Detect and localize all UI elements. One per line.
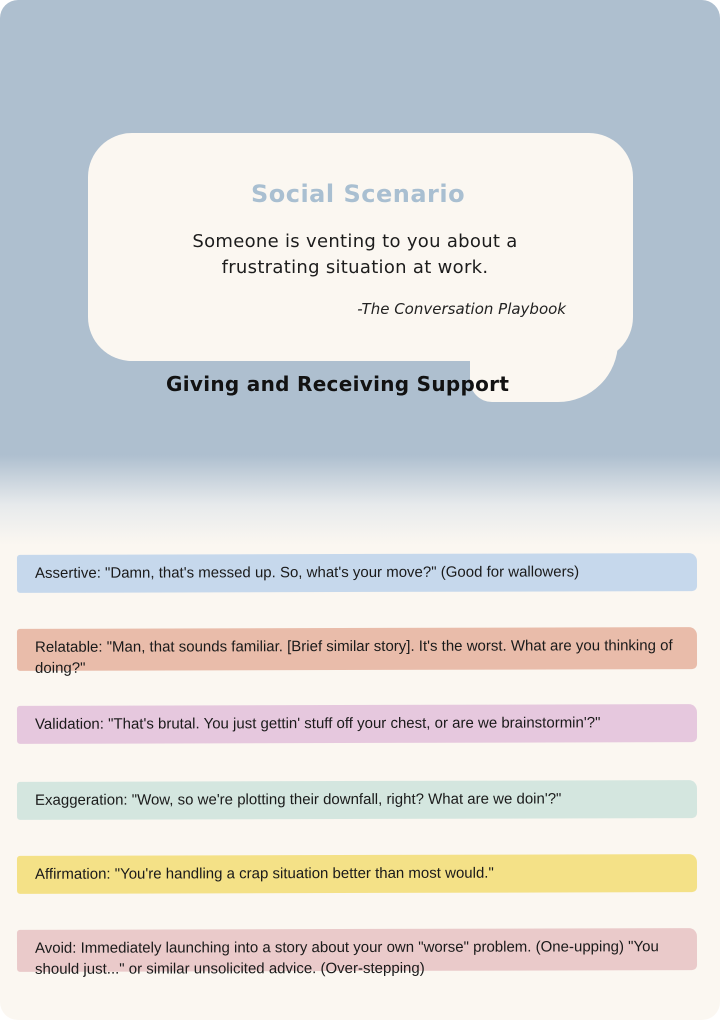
section-title: Giving and Receiving Support bbox=[166, 372, 510, 396]
scenario-text: Someone is venting to you about a frustrating situation at work. bbox=[192, 231, 518, 278]
option-affirmation: Affirmation: "You're handling a crap situation better than most would." bbox=[17, 854, 697, 894]
option-exaggeration: Exaggeration: "Wow, so we're plotting their downfall, right? What are we doin'?" bbox=[17, 780, 697, 820]
option-relatable: Relatable: "Man, that sounds familiar. [Brief similar story]. It's the worst. What are you thinking of doing?" bbox=[17, 627, 697, 671]
scenario-source: -The Conversation Playbook bbox=[357, 300, 566, 318]
scenario-title: Social Scenario bbox=[250, 180, 466, 208]
option-validation: Validation: "That's brutal. You just gettin' stuff off your chest, or are we brainstormin'?" bbox=[17, 704, 697, 744]
option-avoid: Avoid: Immediately launching into a story about your own "worse" problem. (One-upping) "You should just..." or similar unsolicited advice. (Over-stepping) bbox=[17, 928, 697, 972]
option-assertive: Assertive: "Damn, that's messed up. So, what's your move?" (Good for wallowers) bbox=[17, 553, 697, 593]
